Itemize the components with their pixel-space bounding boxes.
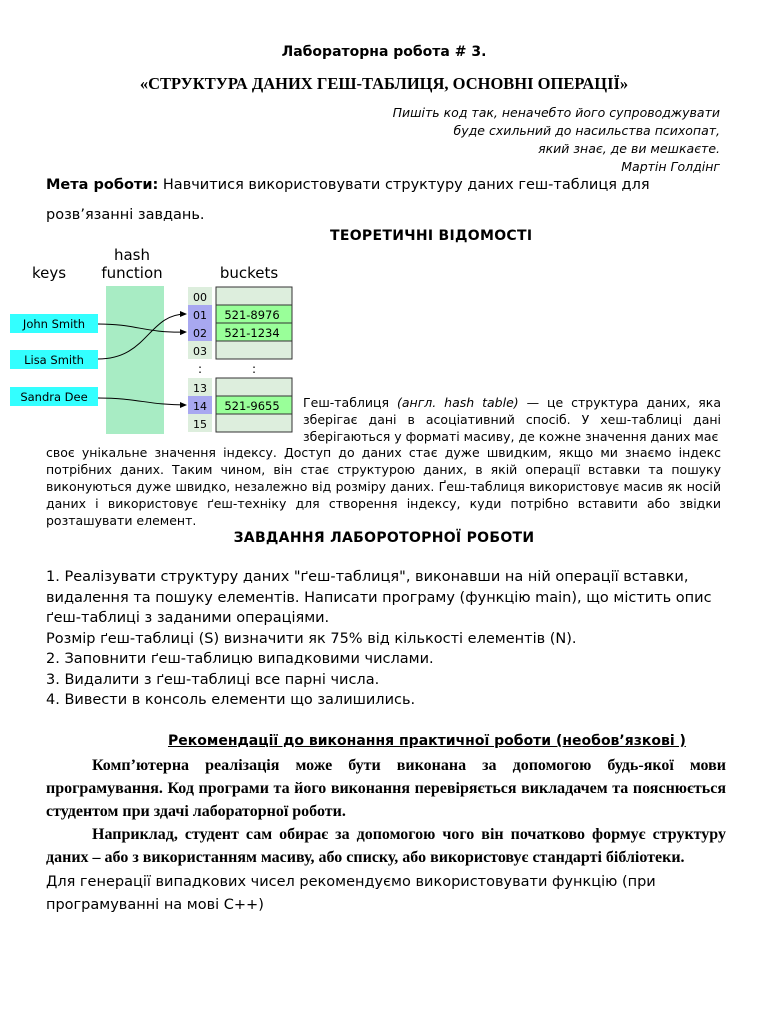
task-list	[46, 567, 726, 711]
recommendation-paragraph: Комп’ютерна реалізація може бути виконана за допомогою будь-якої мови програмування. Код програми та його виконання перевіряється викладачем та пояснюється студентом при здачі лабораторної роботи.	[46, 757, 726, 820]
theory-intro-italic: (англ. hash table)	[396, 395, 519, 410]
bucket-index: 15	[193, 418, 207, 431]
goal-paragraph	[46, 170, 726, 230]
bucket-index: 03	[193, 345, 207, 358]
recommendation-paragraph: Для генерації випадкових чисел рекомендуємо використовувати функцію (при програмуванні на мові С++)	[46, 874, 656, 913]
task-item: Розмір ґеш-таблиці (S) визначити як 75% від кількості елементів (N).	[46, 630, 577, 647]
recommendation-paragraph: Наприклад, студент сам обирає за допомогою чого він початково формує структуру даних – або з використанням масиву, або списку, або використовує стандарті бібліотеки.	[46, 826, 726, 866]
key-label: Lisa Smith	[24, 353, 84, 367]
bucket-value: 521-9655	[224, 399, 280, 413]
recommendations	[46, 754, 726, 917]
function-label: function	[101, 264, 163, 282]
bucket-index: 13	[193, 382, 207, 395]
epigraph-line: Пишіть код так, неначебто його супроводжувати	[392, 105, 720, 120]
goal-text: Навчитися використовувати структуру даних геш-таблиця для розв’язанні завдань.	[46, 177, 650, 223]
tasks-heading: ЗАВДАННЯ ЛАБОРОТОРНОЇ РОБОТИ	[233, 530, 535, 546]
lab-title: Лабораторна робота # 3.	[281, 44, 487, 60]
key-label: John Smith	[22, 317, 86, 331]
task-item: 2. Заповнити ґеш-таблицю випадковими числами.	[46, 651, 434, 667]
goal-label: Мета роботи:	[46, 177, 159, 193]
theory-paragraph-intro	[303, 394, 721, 445]
hash-table-diagram	[8, 246, 300, 436]
bucket-cell	[216, 341, 292, 359]
hash-label: hash	[113, 246, 151, 264]
ellipsis: :	[197, 362, 203, 376]
bucket-index: 01	[193, 309, 207, 322]
bucket-cell	[216, 414, 292, 432]
epigraph-line: який знає, де ви мешкаєте.	[538, 141, 720, 156]
bucket-cell	[216, 378, 292, 396]
theory-intro-rest: — це структура даних, яка зберігає дані в асоціативний спосіб. У хеш-таблиці дані зберігаються у форматі масиву, де кожне значення даних має	[303, 395, 721, 444]
task-item: 4. Вивести в консоль елементи що залишились.	[46, 692, 416, 708]
bucket-index: 00	[193, 291, 207, 304]
bucket-index: 14	[193, 400, 207, 413]
keys-label: keys	[32, 264, 67, 282]
epigraph	[393, 104, 720, 176]
epigraph-line: буде схильний до насильства психопат,	[453, 123, 720, 138]
bucket-value: 521-8976	[224, 308, 280, 322]
recommendations-heading: Рекомендації до виконання практичної роботи (необов’язкові )	[168, 733, 686, 749]
epigraph-author: Мартін Голдінг	[621, 159, 720, 174]
task-item: 1. Реалізувати структуру даних "ґеш-таблиця", виконавши на ній операції вставки, видалення та пошуку елементів. Написати програму (функцію main), що містить опис ґеш-таблиці з заданими операціями.	[46, 569, 712, 626]
hash-function-band	[106, 286, 164, 434]
task-item: 3. Видалити з ґеш-таблиці все парні числа.	[46, 671, 380, 688]
theory-paragraph: своє унікальне значення індексу. Доступ до даних стає дуже швидким, якщо ми знаємо індекс потрібних даних. Таким чином, він стає структурою даних, в якій операції вставки та пошуку виконуються дуже швидко, незалежно від розміру даних. Ґеш-таблиця використовує масив як носій даних і використовує ґеш-техніку для створення індексу, куди потрібно вставити або звідки розташувати елемент.	[46, 445, 721, 528]
theory-heading: ТЕОРЕТИЧНІ ВІДОМОСТІ	[330, 228, 533, 244]
bucket-cell	[216, 287, 292, 305]
theory-intro-start: Геш-таблиця	[303, 395, 397, 410]
key-label: Sandra Dee	[20, 390, 88, 404]
bucket-index: 02	[193, 327, 207, 340]
bucket-value: 521-1234	[224, 326, 280, 340]
buckets-label: buckets	[219, 264, 279, 282]
ellipsis: :	[251, 362, 257, 376]
document-title: «СТРУКТУРА ДАНИХ ГЕШ-ТАБЛИЦЯ, ОСНОВНІ ОПЕРАЦІЇ»	[139, 74, 629, 93]
